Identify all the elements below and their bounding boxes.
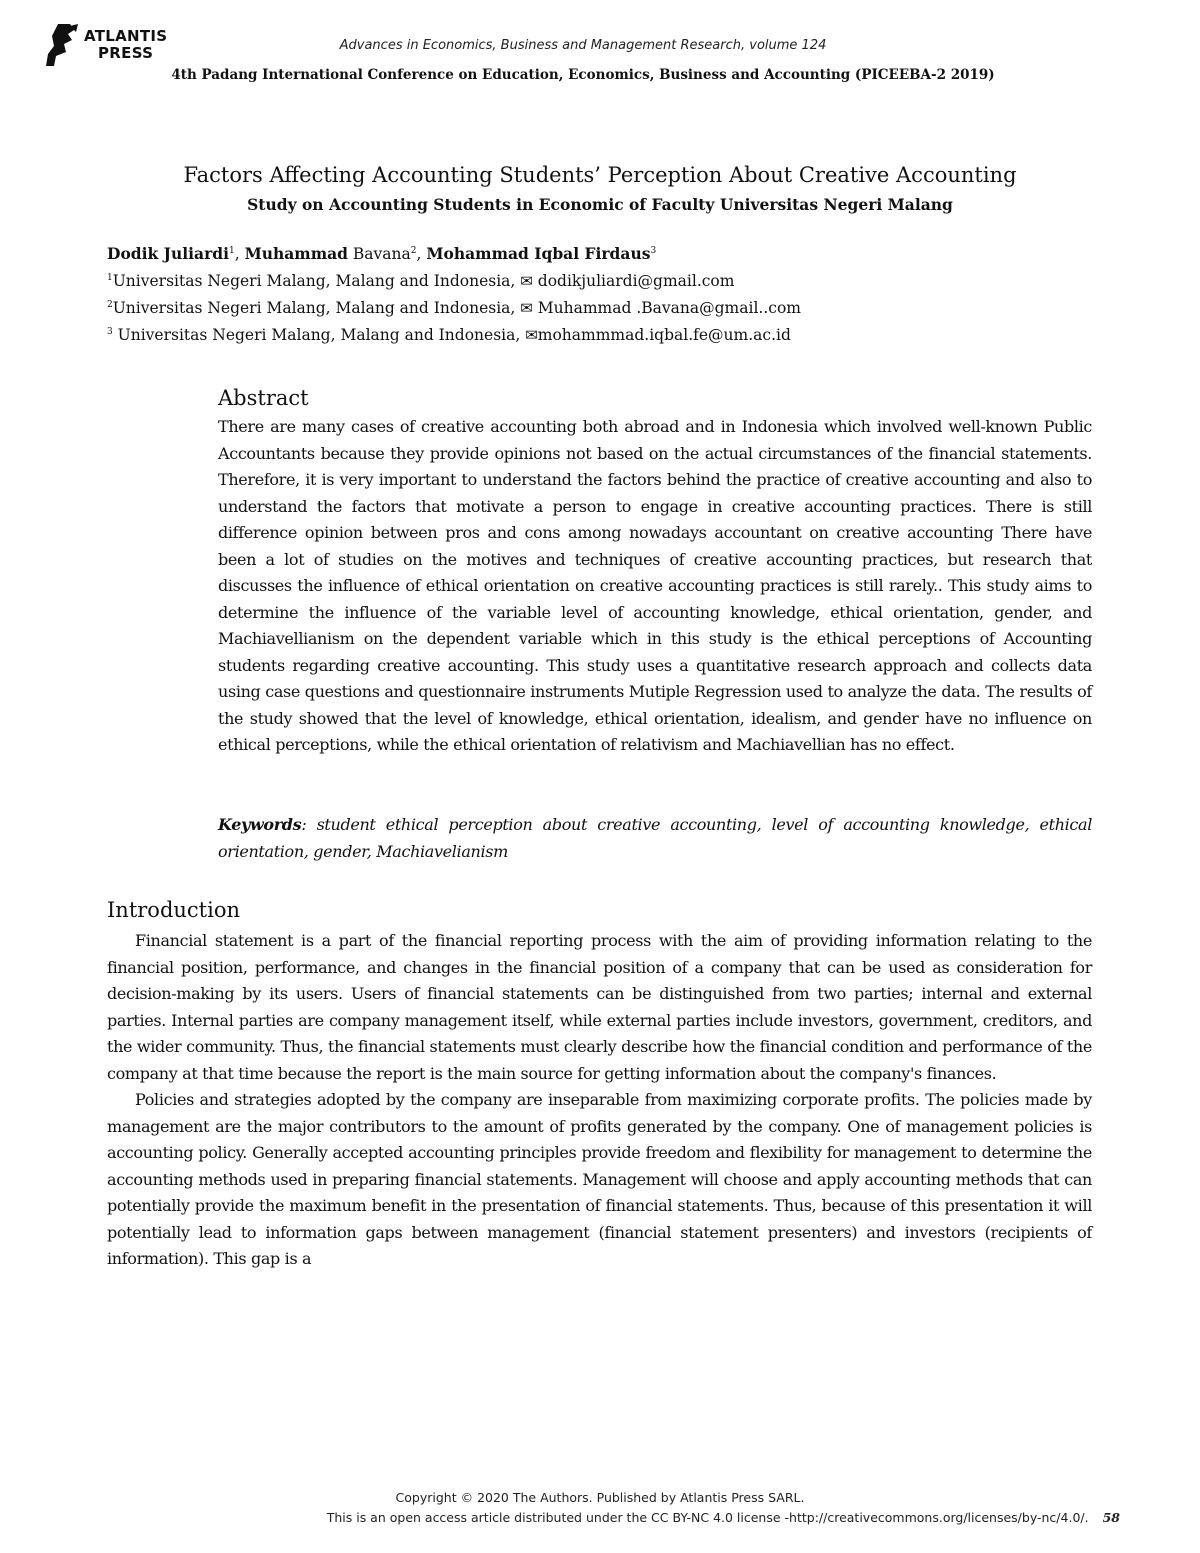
logo-line1: ATLANTIS: [84, 27, 168, 45]
introduction-body: [107, 928, 1092, 1273]
author-sup: 3: [650, 245, 657, 256]
author-name: Muhammad: [244, 244, 348, 263]
conference-header: 4th Padang International Conference on Education, Economics, Business and Accounting (PICEEBA-2 2019): [171, 67, 995, 83]
copyright-line: Copyright © 2020 The Authors. Published by Atlantis Press SARL.: [395, 1490, 805, 1505]
journal-header: Advances in Economics, Business and Management Research, volume 124: [339, 38, 827, 53]
page-number: 58: [1102, 1510, 1120, 1525]
affiliation: [107, 272, 734, 290]
author-list: Dodik Juliardi$^1$, Muhammad Bavana$^2$, Mohammad Iqbal Firdaus$^3$: [107, 244, 657, 263]
author-sup: 2: [410, 245, 417, 256]
email-link[interactable]: mohammmad.iqbal.fe@um.ac.id: [537, 326, 791, 344]
author-name: Mohammad Iqbal Firdaus: [426, 244, 651, 263]
logo-line2: PRESS: [98, 44, 154, 62]
affiliation-text: Universitas Negeri Malang, Malang and Indonesia,: [112, 326, 526, 344]
affiliation-sup: 1: [107, 272, 113, 283]
affiliation: [107, 326, 791, 344]
license-text[interactable]: This is an open access article distributed under the CC BY-NC 4.0 license -http://creativecommons.org/licenses/by-nc/4.0/.: [326, 1510, 1089, 1525]
paper-title: Factors Affecting Accounting Students’ Perception About Creative Accounting: [183, 163, 1017, 187]
paragraph: Policies and strategies adopted by the company are inseparable from maximizing corporate profits. The policies made by management are the major contributors to the amount of profits generated by the company. One of management policies is accounting policy. Generally accepted accounting principles provide freedom and flexibility for management to determine the accounting methods used in preparing financial statements. Management will choose and apply accounting methods that can potentially provide the maximum benefit in the presentation of financial statements. Thus, because of this presentation it will potentially lead to information gaps between management (financial statement presenters) and investors (recipients of information). This gap is a: [107, 1090, 1092, 1268]
envelope-icon: ✉: [520, 299, 533, 317]
envelope-icon: ✉: [520, 272, 533, 290]
keywords-label: Keywords: [218, 815, 302, 834]
email-link[interactable]: Muhammad .Bavana@gmail..com: [532, 299, 801, 317]
affiliation-text: Universitas Negeri Malang, Malang and Indonesia,: [112, 272, 521, 290]
affiliation: [107, 299, 801, 317]
affiliation-text: Universitas Negeri Malang, Malang and Indonesia,: [112, 299, 521, 317]
abstract-text: There are many cases of creative accounting both abroad and in Indonesia which involved well-known Public Accountants because they provide opinions not based on the actual circumstances of the financial statements. Therefore, it is very important to understand the factors behind the practice of creative accounting and also to understand the factors that motivate a person to engage in creative accounting practices. There is still difference opinion between pros and cons among nowadays accountant on creative accounting There have been a lot of studies on the motives and techniques of creative accounting practices, but research that discusses the influence of ethical orientation on creative accounting practices is still rarely.. This study aims to determine the influence of the variable level of accounting knowledge, ethical orientation, gender, and Machiavellianism on the dependent variable which in this study is the ethical perceptions of Accounting students regarding creative accounting. This study uses a quantitative research approach and collects data using case questions and questionnaire instruments Mutiple Regression used to analyze the data. The results of the study showed that the level of knowledge, ethical orientation, idealism, and gender have no influence on ethical perceptions, while the ethical orientation of relativism and Machiavellian has no effect.: [218, 417, 1092, 754]
author-name: Dodik Juliardi: [107, 244, 229, 263]
author-name-rest: Bavana: [347, 245, 411, 263]
paper-subtitle: Study on Accounting Students in Economic of Faculty Universitas Negeri Malang: [247, 195, 953, 214]
keywords: [218, 812, 1092, 865]
paragraph: Financial statement is a part of the financial reporting process with the aim of providing information relating to the financial position, performance, and changes in the financial position of a company that can be used as consideration for decision-making by its users. Users of financial statements can be distinguished from two parties; internal and external parties. Internal parties are company management itself, while external parties include investors, government, creditors, and the wider community. Thus, the financial statements must clearly describe how the financial condition and performance of the company at that time because the report is the main source for getting information about the company's finances.: [107, 931, 1092, 1083]
author-sup: 1: [228, 245, 235, 256]
introduction-heading: Introduction: [107, 898, 240, 922]
affiliation-sup: 2: [107, 299, 113, 310]
keywords-text: : student ethical perception about creative accounting, level of accounting knowledge, ethical orientation, gender, Machiavelianism: [218, 815, 1092, 861]
license-line: [0, 1510, 1120, 1525]
email-link[interactable]: dodikjuliardi@gmail.com: [532, 272, 735, 290]
affiliation-sup: 3: [107, 326, 113, 337]
envelope-icon: ✉: [525, 326, 538, 344]
abstract-heading: Abstract: [218, 386, 309, 410]
